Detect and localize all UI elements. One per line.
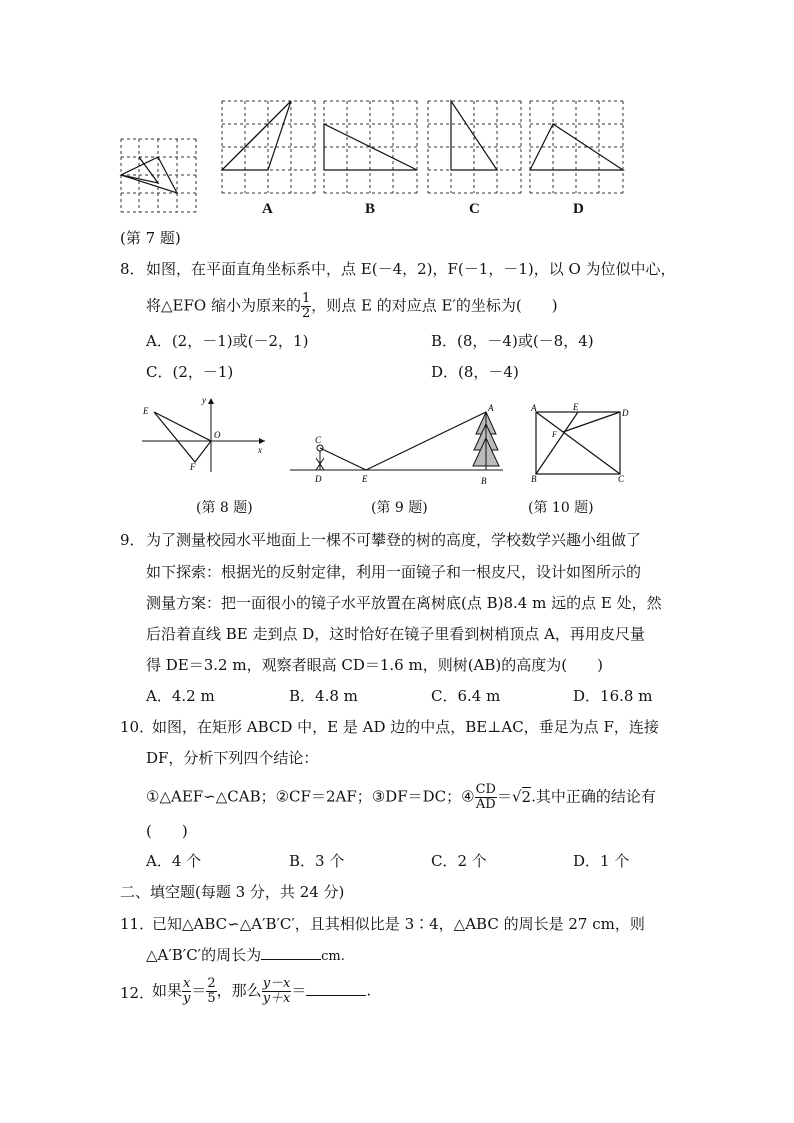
q9-line2: 如下探索：根据光的反射定律，利用一面镜子和一根皮尺，设计如图所示的 — [146, 563, 642, 581]
q12-fraction-1 — [182, 977, 191, 1006]
q11-number: 11． — [120, 915, 155, 933]
q12-mid: ，那么 — [216, 981, 262, 1000]
q10-sqrt: √2 — [511, 787, 532, 806]
fig8-label-y: y — [202, 395, 206, 405]
figure-9 — [288, 402, 508, 486]
q10-line2: DF，分析下列四个结论： — [146, 749, 319, 767]
q7-option-a-figure — [221, 100, 316, 195]
fig8-label-x: x — [258, 445, 262, 455]
fig10-label-B: B — [531, 474, 537, 484]
q8-option-a: A．(2，－1)或(－2，1) — [146, 332, 309, 350]
fig10-label-E: E — [573, 402, 579, 412]
q12-end: . — [366, 981, 372, 1000]
q12-f2-den: 5 — [207, 991, 216, 1006]
figure-9-caption: (第 9 题) — [371, 500, 428, 516]
q8-stem-line1: 如图，在平面直角坐标系中，点 E(－4，2)，F(－1，－1)，以 O 为位似中心， — [146, 260, 676, 278]
q9-line4: 后沿着直线 BE 走到点 D，这时恰好在镜子里看到树梢顶点 A，再用皮尺量 — [146, 625, 645, 643]
q7-option-b-figure — [323, 100, 418, 195]
q7-original-figure — [120, 138, 198, 214]
q10-option-b: B．3 个 — [289, 852, 345, 870]
q8-option-b: B．(8，－4)或(－8，4) — [431, 332, 594, 350]
q8-stem-line2 — [146, 292, 558, 321]
q7-option-c-figure — [427, 100, 522, 195]
q12-f3-den: y＋x — [262, 991, 291, 1006]
fig8-label-E: E — [143, 406, 149, 416]
q7-option-a-label: A — [262, 201, 273, 217]
q9-line1: 为了测量校园水平地面上一棵不可攀登的树的高度，学校数学兴趣小组做了 — [146, 531, 642, 549]
fig9-label-D: D — [315, 474, 322, 484]
q12-answer-blank[interactable] — [306, 981, 366, 996]
fig10-label-F: F — [552, 430, 557, 439]
q7-caption: (第 7 题) — [120, 229, 181, 247]
q10-option-c: C．2 个 — [431, 852, 487, 870]
q10-fraction-denominator: AD — [475, 797, 496, 812]
q12-f1-num: x — [183, 976, 191, 991]
q12-body — [152, 977, 371, 1006]
q12-f2-num: 2 — [207, 976, 216, 991]
q9-line5: 得 DE＝3.2 m，观察者眼高 CD＝1.6 m，则树(AB)的高度为( ) — [146, 656, 603, 674]
q12-eq1: ＝ — [191, 981, 207, 1000]
q12-fraction-3 — [262, 977, 292, 1006]
q12-eq2: ＝ — [291, 981, 307, 1000]
q9-option-c: C．6.4 m — [431, 687, 501, 705]
figure-8 — [140, 394, 270, 474]
q10-conclusions — [146, 783, 656, 812]
fig10-label-D: D — [622, 408, 629, 418]
fig8-label-O: O — [214, 430, 221, 440]
figure-10 — [528, 402, 632, 484]
q10-sqrt-value: 2 — [521, 787, 532, 806]
q7-option-b-label: B — [365, 201, 376, 217]
q8-stem-line2-post: ，则点 E 的对应点 E′的坐标为( ) — [311, 296, 558, 315]
q11-line2 — [146, 945, 345, 967]
fig8-label-F: F — [190, 462, 196, 472]
q11-line2-post: cm. — [321, 949, 345, 964]
q10-option-d: D．1 个 — [573, 852, 630, 870]
q7-option-d-figure — [529, 100, 624, 195]
q10-conclusions-text: ①△AEF∽△CAB；②CF＝2AF；③DF＝DC；④ — [146, 787, 475, 806]
fig9-label-E: E — [362, 474, 368, 484]
q8-stem-line2-pre: 将△EFO 缩小为原来的 — [146, 296, 301, 315]
fig9-label-B: B — [481, 476, 487, 486]
q9-option-a: A．4.2 m — [146, 687, 215, 705]
q8-number: 8． — [120, 260, 145, 278]
q8-fraction-numerator: 1 — [301, 291, 311, 306]
q10-option-a: A．4 个 — [146, 852, 202, 870]
q7-option-c-label: C — [469, 201, 480, 217]
q9-option-b: B．4.8 m — [289, 687, 358, 705]
q10-number: 10． — [120, 718, 155, 736]
q10-fraction-numerator: CD — [475, 782, 496, 797]
q10-line1: 如图，在矩形 ABCD 中，E 是 AD 边的中点，BE⊥AC，垂足为点 F，连接 — [152, 718, 659, 736]
fig10-label-A: A — [531, 403, 537, 413]
q10-fraction — [475, 783, 497, 812]
figure-8-caption: (第 8 题) — [196, 500, 253, 516]
q9-number: 9． — [120, 531, 145, 549]
q11-line1: 已知△ABC∽△A′B′C′，且其相似比是 3∶4，△ABC 的周长是 27 cm，则 — [152, 915, 645, 933]
q8-fraction — [301, 292, 311, 321]
q12-fraction-2 — [206, 977, 216, 1006]
fig10-label-C: C — [618, 474, 625, 484]
q12-f1-den: y — [183, 991, 191, 1006]
q8-option-c: C．(2，－1) — [146, 363, 234, 381]
fig9-label-C: C — [315, 435, 322, 445]
fig9-label-A: A — [488, 403, 494, 413]
q10-equals: ＝ — [496, 787, 512, 806]
q8-option-d: D．(8，－4) — [431, 363, 519, 381]
q8-fraction-denominator: 2 — [301, 306, 311, 321]
q12-pre: 如果 — [152, 981, 183, 1000]
q11-answer-blank[interactable] — [261, 945, 321, 960]
q10-paren: ( ) — [146, 822, 188, 840]
q9-option-d: D．16.8 m — [573, 687, 653, 705]
q12-f3-num: y－x — [262, 976, 291, 991]
q10-tail: .其中正确的结论有 — [531, 787, 656, 806]
figure-10-caption: (第 10 题) — [528, 500, 594, 516]
q9-line3: 测量方案：把一面很小的镜子水平放置在离树底(点 B)8.4 m 远的点 E 处，然 — [146, 594, 662, 612]
section-2-title: 二、填空题(每题 3 分，共 24 分) — [120, 883, 345, 901]
q11-line2-pre: △A′B′C′的周长为 — [146, 946, 262, 964]
q12-number: 12． — [120, 984, 155, 1002]
q7-option-d-label: D — [573, 201, 584, 217]
